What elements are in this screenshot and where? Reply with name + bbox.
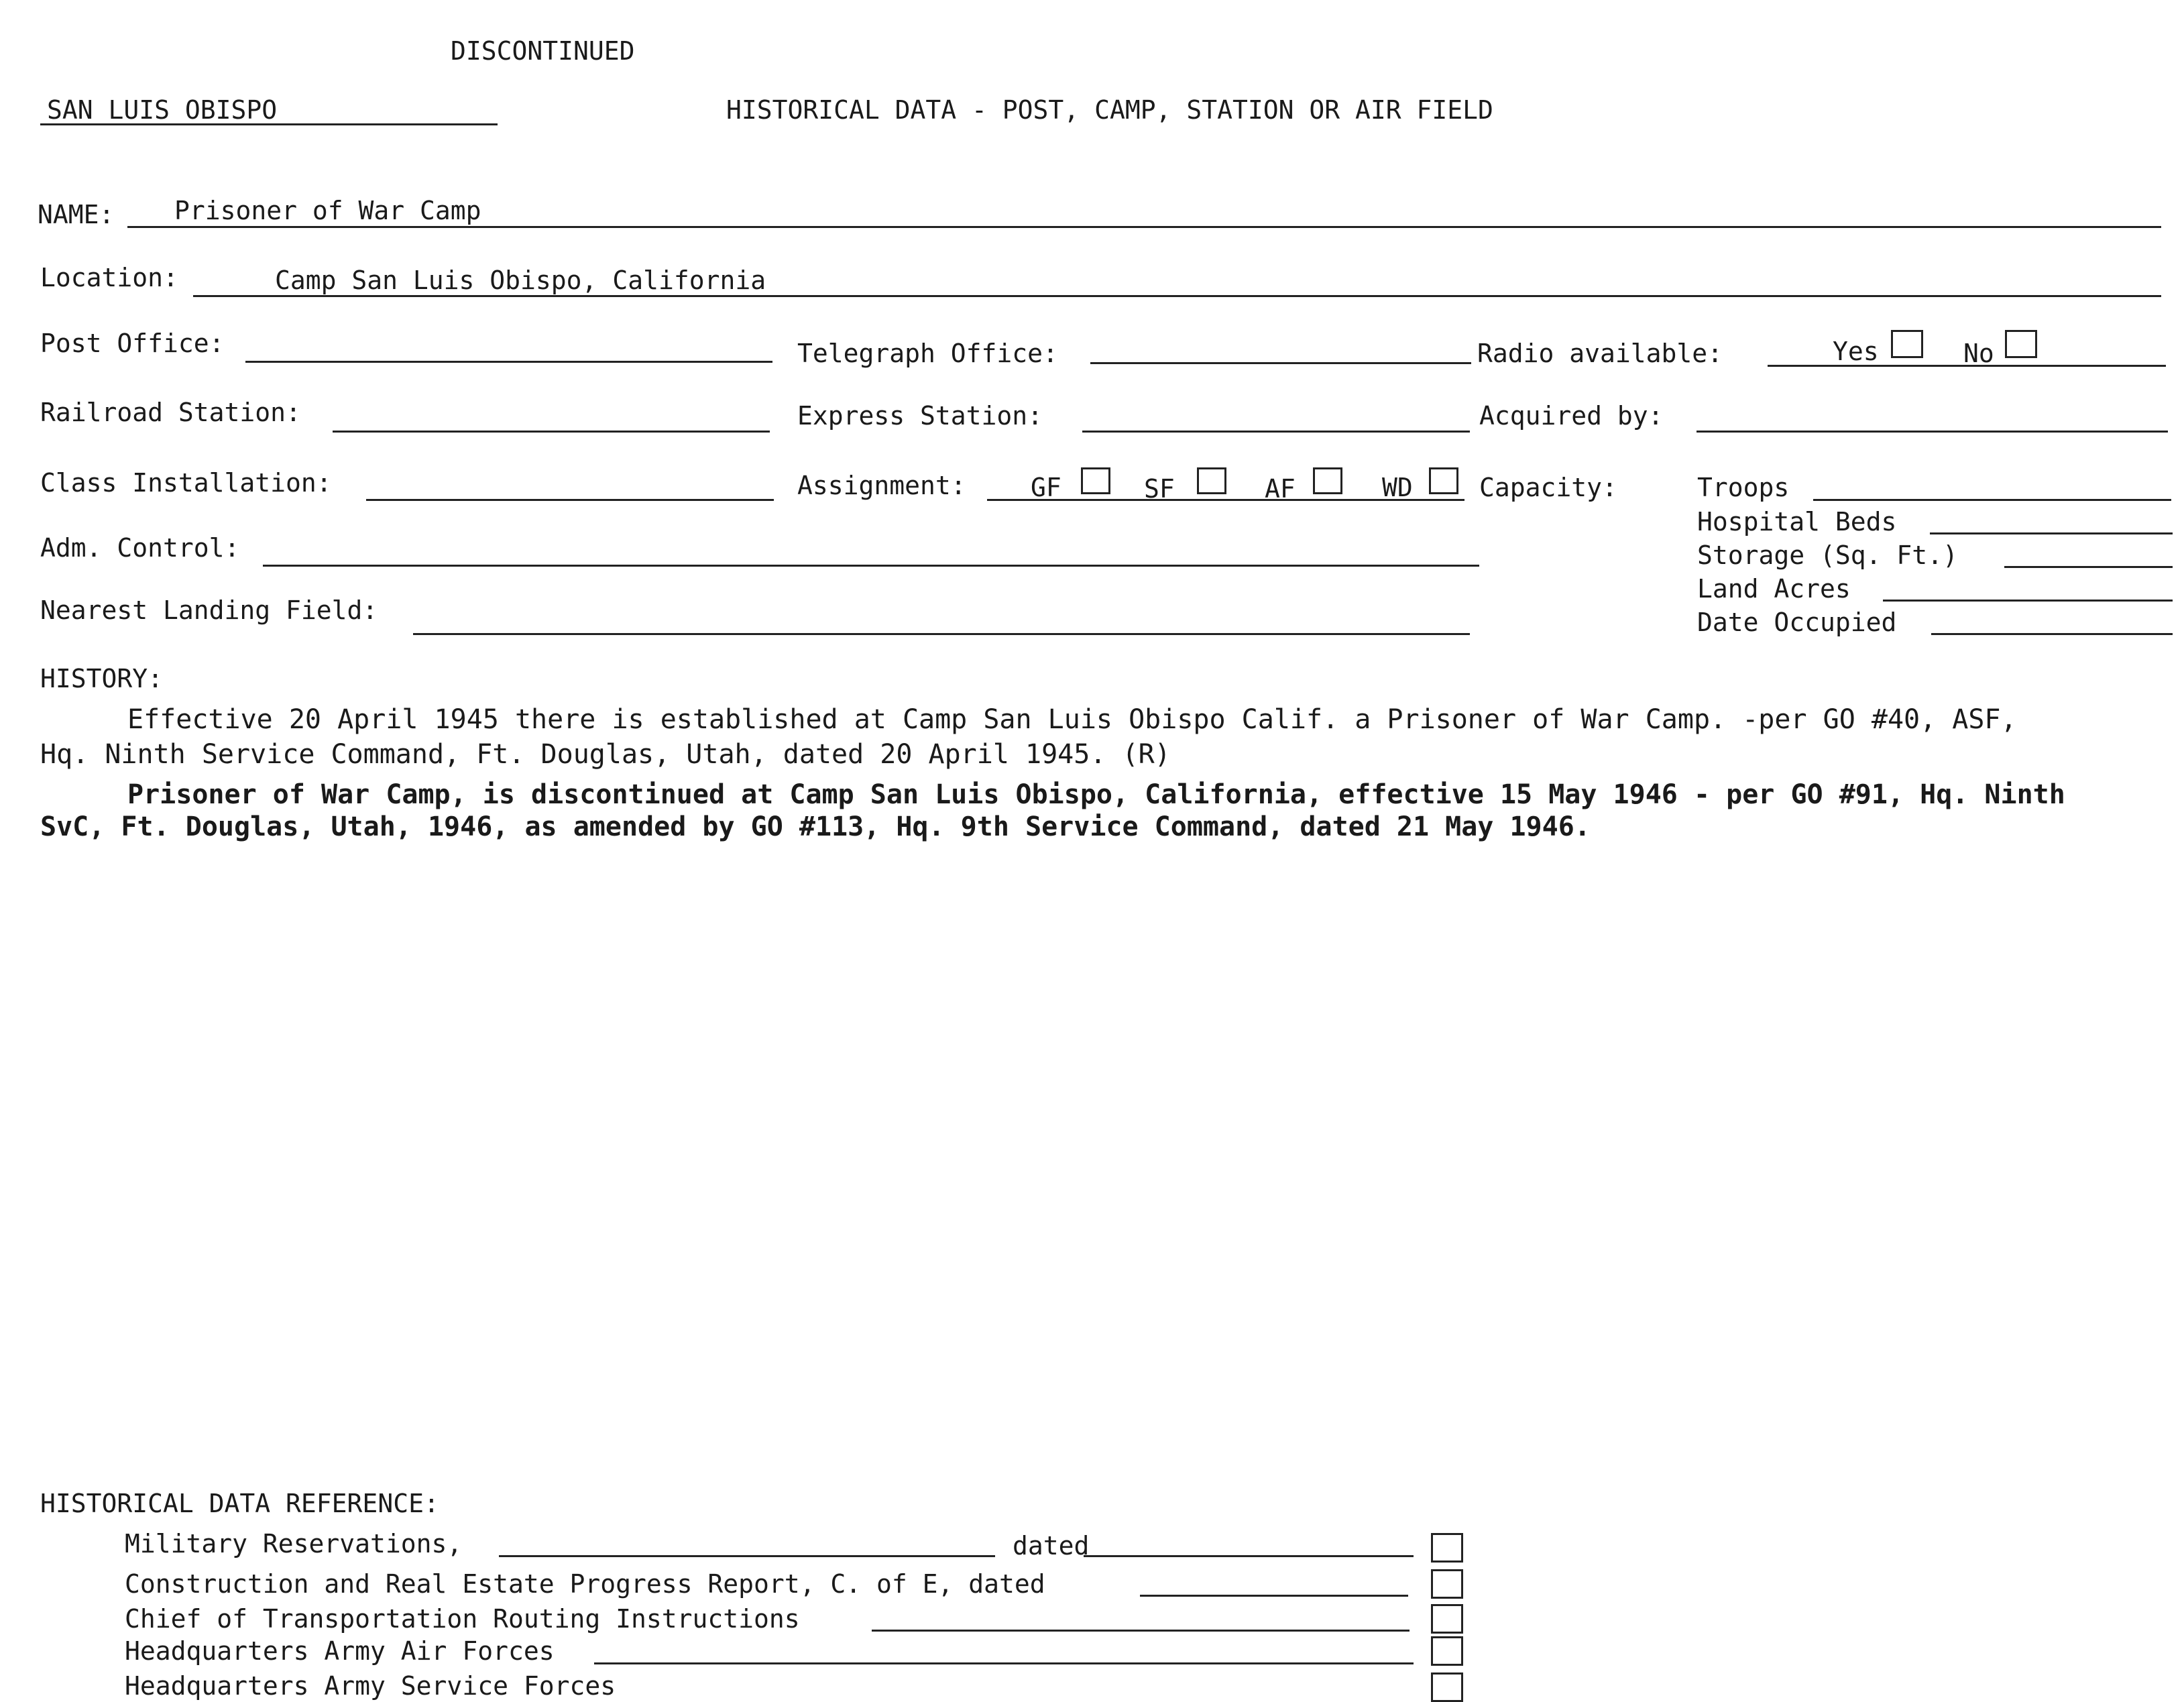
nearest-landing-field-label: Nearest Landing Field:	[40, 595, 378, 625]
history-paragraph-1-line-2: Hq. Ninth Service Command, Ft. Douglas, Utah, dated 20 April 1945. (R)	[40, 739, 1171, 770]
location-line	[193, 295, 2161, 297]
ref-military-reservations-checkbox[interactable]	[1431, 1533, 1463, 1563]
installation-name: SAN LUIS OBISPO	[47, 95, 278, 125]
location-label: Location:	[40, 263, 178, 292]
ref-chief-transportation-line	[872, 1630, 1410, 1632]
history-paragraph-1-line-1: Effective 20 April 1945 there is established at Camp San Luis Obispo Calif. a Prisoner of War Camp. -per GO #40, ASF,	[127, 704, 2017, 735]
name-value: Prisoner of War Camp	[174, 196, 481, 225]
form-title: HISTORICAL DATA - POST, CAMP, STATION OR AIR FIELD	[726, 95, 1493, 125]
telegraph-office-label: Telegraph Office:	[797, 339, 1058, 368]
capacity-storage-label: Storage (Sq. Ft.)	[1697, 541, 1958, 570]
capacity-hospital-beds-line	[1930, 532, 2173, 534]
radio-yes-label: Yes	[1833, 337, 1879, 366]
acquired-by-line	[1697, 431, 2168, 433]
assignment-gf-label: GF	[1031, 473, 1061, 502]
adm-control-label: Adm. Control:	[40, 533, 240, 563]
radio-no-checkbox[interactable]	[2005, 330, 2037, 358]
radio-available-label: Radio available:	[1477, 339, 1723, 368]
capacity-date-occupied-label: Date Occupied	[1697, 608, 1897, 637]
assignment-gf-checkbox[interactable]	[1081, 467, 1110, 494]
name-line	[127, 226, 2161, 228]
radio-no-label: No	[1963, 339, 1994, 368]
ref-chief-transportation-checkbox[interactable]	[1431, 1604, 1463, 1634]
express-station-line	[1082, 431, 1470, 433]
capacity-date-occupied-line	[1931, 633, 2173, 635]
history-paragraph-2-line-1: Prisoner of War Camp, is discontinued at Camp San Luis Obispo, California, effective 15 May 1946 - per GO #91, Hq. Ninth	[127, 779, 2065, 810]
assignment-wd-label: WD	[1382, 473, 1413, 502]
capacity-land-acres-label: Land Acres	[1697, 574, 1851, 604]
express-station-label: Express Station:	[797, 401, 1043, 431]
telegraph-office-line	[1090, 362, 1471, 364]
name-label: NAME:	[38, 200, 115, 229]
location-value: Camp San Luis Obispo, California	[275, 266, 766, 295]
ref-hq-asf-label: Headquarters Army Service Forces	[125, 1671, 616, 1701]
radio-yes-checkbox[interactable]	[1891, 330, 1923, 358]
capacity-troops-label: Troops	[1697, 473, 1790, 502]
post-office-line	[245, 361, 772, 363]
ref-military-reservations-line	[499, 1555, 995, 1557]
ref-hq-aaf-label: Headquarters Army Air Forces	[125, 1636, 555, 1666]
status-stamp: DISCONTINUED	[451, 36, 635, 66]
railroad-station-label: Railroad Station:	[40, 398, 301, 427]
assignment-sf-label: SF	[1144, 474, 1175, 504]
ref-construction-line	[1140, 1595, 1408, 1597]
ref-military-reservations-dated-line	[1084, 1555, 1414, 1557]
railroad-station-line	[333, 431, 770, 433]
capacity-storage-line	[2004, 566, 2173, 568]
installation-underline	[40, 123, 498, 125]
acquired-by-label: Acquired by:	[1479, 401, 1664, 431]
ref-hq-asf-checkbox[interactable]	[1431, 1672, 1463, 1702]
ref-military-reservations-label: Military Reservations,	[125, 1529, 463, 1558]
ref-construction-checkbox[interactable]	[1431, 1569, 1463, 1599]
ref-hq-aaf-line	[594, 1662, 1414, 1664]
ref-construction-label: Construction and Real Estate Progress Report, C. of E, dated	[125, 1569, 1045, 1599]
class-installation-line	[366, 499, 774, 501]
assignment-wd-checkbox[interactable]	[1429, 467, 1458, 494]
nearest-landing-field-line	[413, 633, 1470, 635]
class-installation-label: Class Installation:	[40, 468, 332, 498]
ref-hq-aaf-checkbox[interactable]	[1431, 1636, 1463, 1666]
reference-heading: HISTORICAL DATA REFERENCE:	[40, 1489, 439, 1518]
capacity-troops-line	[1813, 499, 2171, 501]
capacity-label: Capacity:	[1479, 473, 1617, 502]
capacity-land-acres-line	[1883, 600, 2173, 602]
assignment-af-checkbox[interactable]	[1313, 467, 1342, 494]
adm-control-line	[263, 565, 1479, 567]
assignment-af-label: AF	[1265, 474, 1296, 504]
history-heading: HISTORY:	[40, 664, 164, 693]
capacity-hospital-beds-label: Hospital Beds	[1697, 507, 1897, 536]
history-paragraph-2-line-2: SvC, Ft. Douglas, Utah, 1946, as amended by GO #113, Hq. 9th Service Command, dated 21 May 1946.	[40, 811, 1591, 842]
assignment-label: Assignment:	[797, 471, 966, 500]
post-office-label: Post Office:	[40, 329, 225, 358]
ref-military-reservations-dated-label: dated	[1013, 1531, 1090, 1561]
ref-chief-transportation-label: Chief of Transportation Routing Instructions	[125, 1604, 800, 1634]
assignment-sf-checkbox[interactable]	[1197, 467, 1226, 494]
